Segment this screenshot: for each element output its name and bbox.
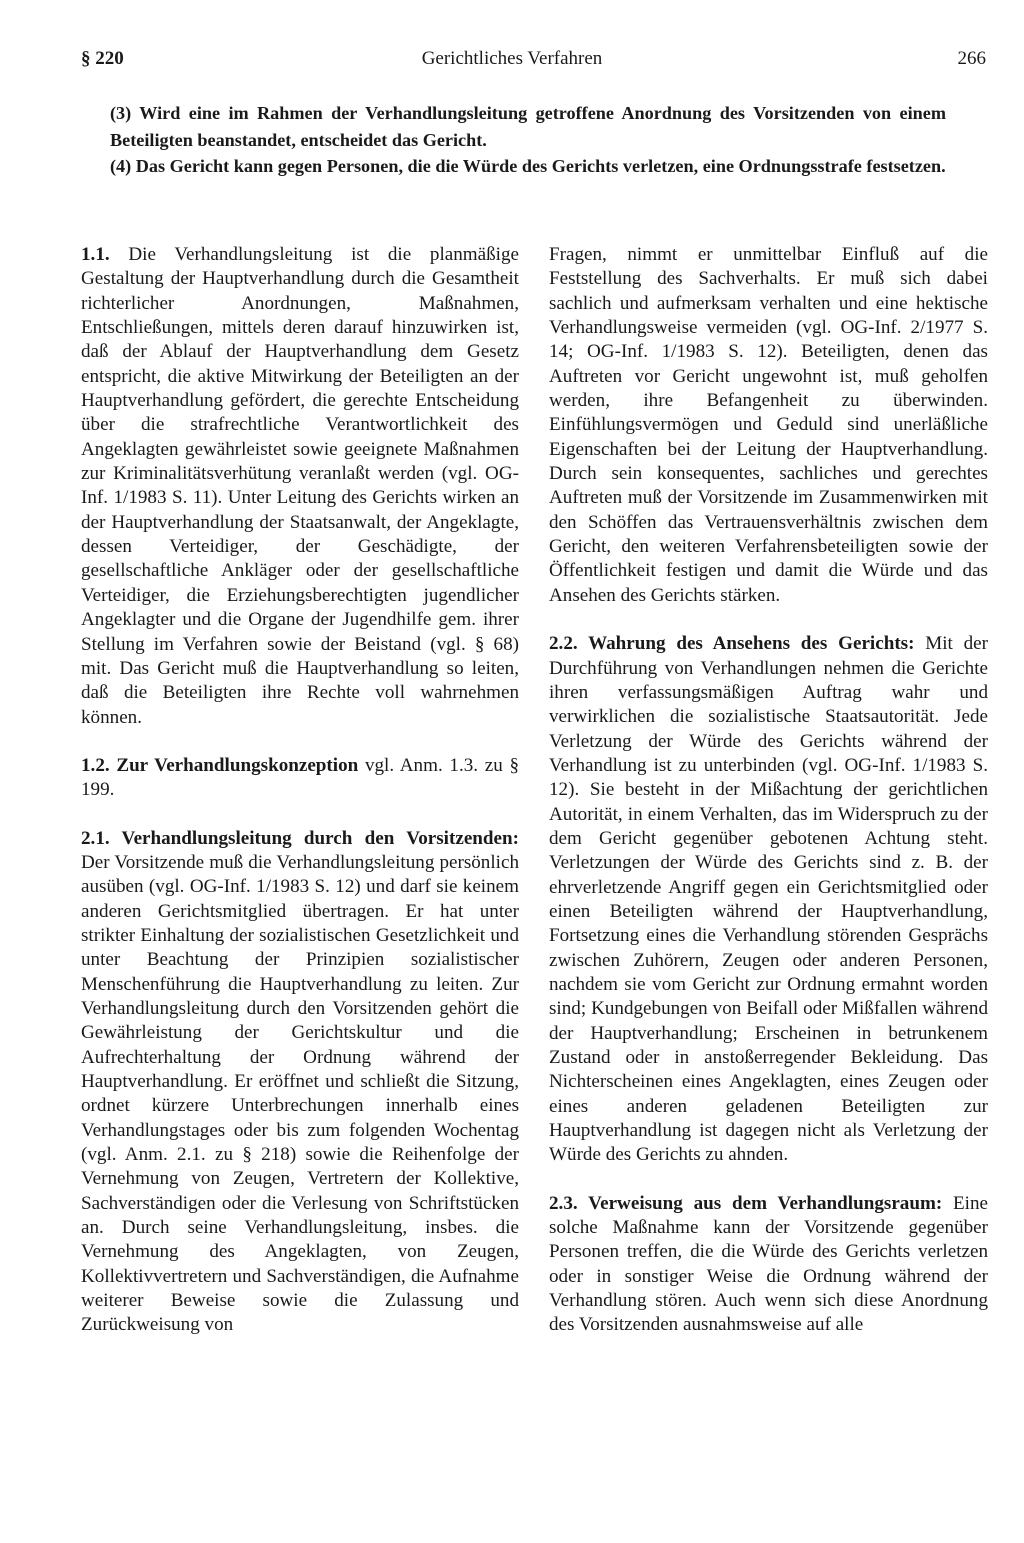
section-number: § 220: [81, 48, 124, 69]
note-body: vgl. Anm. 1.3. zu § 199.: [81, 754, 520, 801]
note-1-1: [81, 243, 519, 730]
statute-paragraph-4: (4) Das Gericht kann gegen Personen, die die Würde des Gerichts verletzen, eine Ordnungsstrafe festsetzen.: [110, 156, 946, 176]
note-2-3: [549, 1192, 988, 1338]
note-body: Mit der Durchführung von Verhandlungen nehmen die Gerichte ihren verfassungsmäßigen Auftrag wahr und verwirklichen die sozialistische Staatsautorität. Jede Verletzung der Würde des Gerichts während der Verhandlung ist zu unterbinden (vgl. OG-Inf. 1/1983 S. 12). Sie besteht in der Mißachtung der gerichtlichen Autorität, in einem Verhalten, das im Widerspruch zu der dem Gericht gegenüber gebotenen Achtung steht. Verletzungen der Würde des Gerichts sind z. B. der ehrverletzende Angriff gegen ein Gerichtsmitglied oder einen Beteiligten während der Hauptverhandlung, Fortsetzung eines die Verhandlung störenden Gesprächs zwischen Zuhörern, Zeugen oder anderen Personen, nachdem sie vom Gericht zur Ordnung ermahnt worden sind; Kundgebungen von Beifall oder Mißfallen während der Hauptverhandlung; Erscheinen in betrunkenem Zustand oder in anstoßerregender Bekleidung. Das Nichterscheinen eines Angeklagten, eines Zeugen oder eines anderen geladenen Beteiligten zur Hauptverhandlung ist dagegen nicht als Verletzung der Würde des Gerichts zu ahnden.: [549, 633, 988, 1166]
note-body: Die Verhandlungsleitung ist die planmäßige Gestaltung der Hauptverhandlung durch die Gesamtheit richterlicher Anordnungen, Maßnahmen, Entschließungen, mittels deren darauf hinzuwirken ist, daß der Ablauf der Hauptverhandlung dem Gesetz entspricht, die aktive Mitwirkung der Beteiligten an der Hauptverhandlung gefördert, die gerechte Entscheidung über die strafrechtliche Verantwortlichkeit des Angeklagten gewährleistet sowie geeignete Maßnahmen zur Kriminalitätsverhütung veranlaßt werden (vgl. OG-Inf. 1/1983 S. 11). Unter Leitung des Gerichts wirken an der Hauptverhandlung der Staatsanwalt, der Angeklagte, dessen Verteidiger, der Geschädigte, der gesellschaftliche Ankläger oder der gesellschaftliche Verteidiger, die Erziehungsberechtigten jugendlicher Angeklagter und die Organe der Jugendhilfe gem. ihrer Stellung im Verfahren sowie der Beistand (vgl. § 68) mit. Das Gericht muß die Hauptverhandlung so leiten, daß die Beteiligten ihre Rechte voll wahrnehmen können.: [81, 244, 519, 728]
statute-text: [110, 100, 946, 180]
page-number: 266: [957, 48, 986, 69]
commentary-right-column: [549, 243, 988, 1362]
note-heading: 2.1. Verhandlungsleitung durch den Vorsitzenden:: [81, 827, 519, 849]
statute-paragraph-3: (3) Wird eine im Rahmen der Verhandlungsleitung getroffene Anordnung des Vorsitzenden von einem Beteiligten beanstandet, entscheidet das Gericht.: [110, 103, 946, 150]
note-body: Fragen, nimmt er unmittelbar Einfluß auf die Feststellung des Sachverhalts. Er muß sich dabei sachlich und aufmerksam verhalten und eine hektische Verhandlungsweise vermeiden (vgl. OG-Inf. 2/1977 S. 14; OG-Inf. 1/1983 S. 12). Beteiligten, denen das Auftreten vor Gericht ungewohnt ist, muß geholfen werden, ihre Befangenheit zu überwinden. Einfühlungsvermögen und Geduld sind unerläßliche Eigenschaften bei der Leitung der Hauptverhandlung. Durch sein konsequentes, sachliches und gerechtes Auftreten muß der Vorsitzende im Zusammenwirken mit den Schöffen das Vertrauensverhältnis zwischen dem Gericht, den weiteren Verfahrensbeteiligten sowie der Öffentlichkeit festigen und damit die Würde und das Ansehen des Gerichts stärken.: [549, 244, 988, 606]
note-heading: 2.3. Verweisung aus dem Verhandlungsraum:: [549, 1192, 943, 1214]
note-2-1: [81, 827, 519, 1338]
note-body: Eine solche Maßnahme kann der Vorsitzende gegenüber Personen treffen, die die Würde des Gerichts verletzen oder in sonstiger Weise die Ordnung während der Verhandlung stören. Auch wenn sich diese Anordnung des Vorsitzenden ausnahmsweise auf alle: [549, 1192, 988, 1336]
note-body: Der Vorsitzende muß die Verhandlungsleitung persönlich ausüben (vgl. OG-Inf. 1/1983 S. 12) und darf sie keinem anderen Gerichtsmitglied übertragen. Er hat unter strikter Einhaltung der sozialistischen Gesetzlichkeit und unter Beachtung der Prinzipien sozialistischer Menschenführung die Hauptverhandlung zu leiten. Zur Verhandlungsleitung durch den Vorsitzenden gehört die Gewährleistung der Gerichtskultur und die Aufrechterhaltung der Ordnung während der Hauptverhandlung. Er eröffnet und schließt die Sitzung, ordnet kürzere Unterbrechungen innerhalb eines Verhandlungstages oder bis zum folgenden Wochentag (vgl. Anm. 2.1. zu § 218) sowie die Reihenfolge der Vernehmung von Zeugen, Vertretern der Kollektive, Sachverständigen oder die Verlesung von Schriftstücken an. Durch seine Verhandlungsleitung, insbes. die Vernehmung des Angeklagten, von Zeugen, Kollektivvertretern und Sachverständigen, die Aufnahme weiterer Beweise sowie die Zulassung und Zurückweisung von: [81, 851, 519, 1336]
running-title: Gerichtliches Verfahren: [421, 48, 603, 69]
note-2-1-continued: [549, 243, 988, 608]
note-2-2: [549, 632, 988, 1168]
note-1-2: [81, 754, 519, 803]
note-heading: 2.2. Wahrung des Ansehens des Gerichts:: [549, 633, 915, 655]
commentary-left-column: [81, 243, 519, 1362]
note-heading: 1.2. Zur Verhandlungskonzeption: [81, 754, 359, 776]
note-heading: 1.1.: [81, 244, 110, 265]
